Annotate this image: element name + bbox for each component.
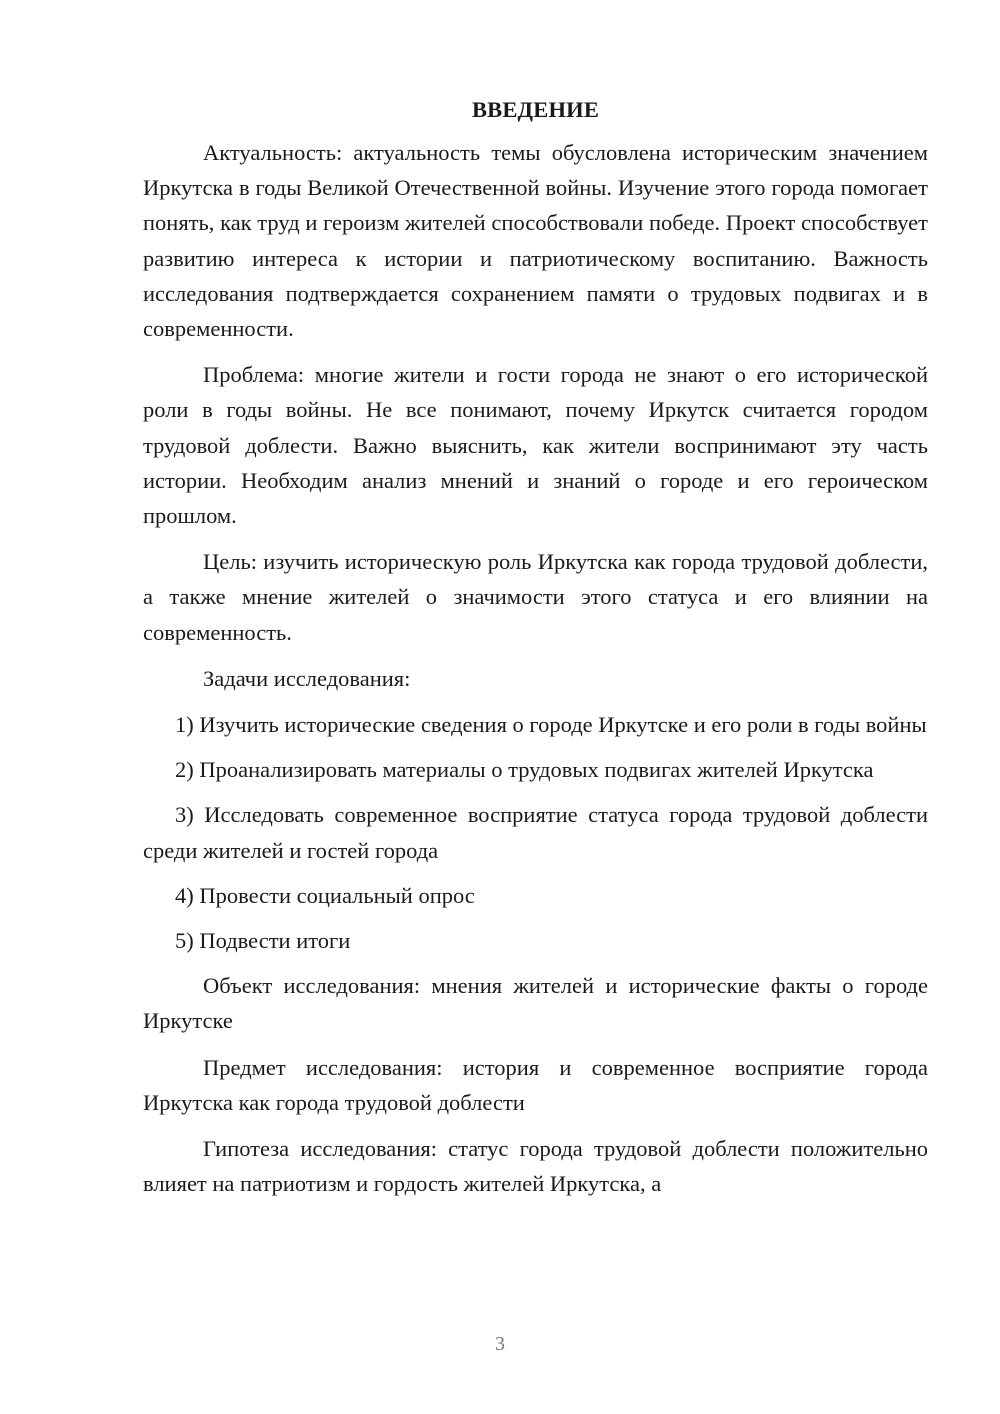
object-paragraph: Объект исследования: мнения жителей и исторические факты о городе Иркутске [143,973,928,1034]
goal-paragraph: Цель: изучить историческую роль Иркутска как города трудовой доблести, а также мнение жителей о значимости этого статуса и его влиянии на современность. [143,549,928,645]
task-item: 2) Проанализировать материалы о трудовых подвигах жителей Иркутска [175,757,874,783]
page-number: 3 [495,1333,505,1355]
section-heading: ВВЕДЕНИЕ [471,97,600,122]
task-item: 4) Провести социальный опрос [175,882,475,908]
hypothesis-paragraph: Гипотеза исследования: статус города трудовой доблести положительно влияет на патриотизм и гордость жителей Иркутска, а [143,1136,928,1197]
problem-paragraph: Проблема: многие жители и гости города не знают о его исторической роли в годы войны. Не все понимают, почему Иркутск считается городом трудовой доблести. Важно выяснить, как жители воспринимают эту часть истории. Необходим анализ мнений и знаний о городе и его героическом прошлом. [143,362,928,529]
task-item: 3) Исследовать современное восприятие статуса города трудовой доблести среди жителей и гостей города [143,802,928,863]
tasks-title: Задачи исследования: [203,665,411,691]
task-item: 5) Подвести итоги [175,928,351,954]
task-item: 1) Изучить исторические сведения о городе Иркутске и его роли в годы войны [175,712,927,738]
subject-paragraph: Предмет исследования: история и современное восприятие города Иркутска как города трудовой доблести [143,1054,928,1115]
relevance-paragraph: Актуальность: актуальность темы обусловлена историческим значением Иркутска в годы Великой Отечественной войны. Изучение этого города помогает понять, как труд и героизм жителей способствовали победе. Проект способствует развитию интереса к истории и патриотическому воспитанию. Важность исследования подтверждается сохранением памяти о трудовых подвигах и в современности. [143,140,928,342]
document-page [143,96,928,1212]
